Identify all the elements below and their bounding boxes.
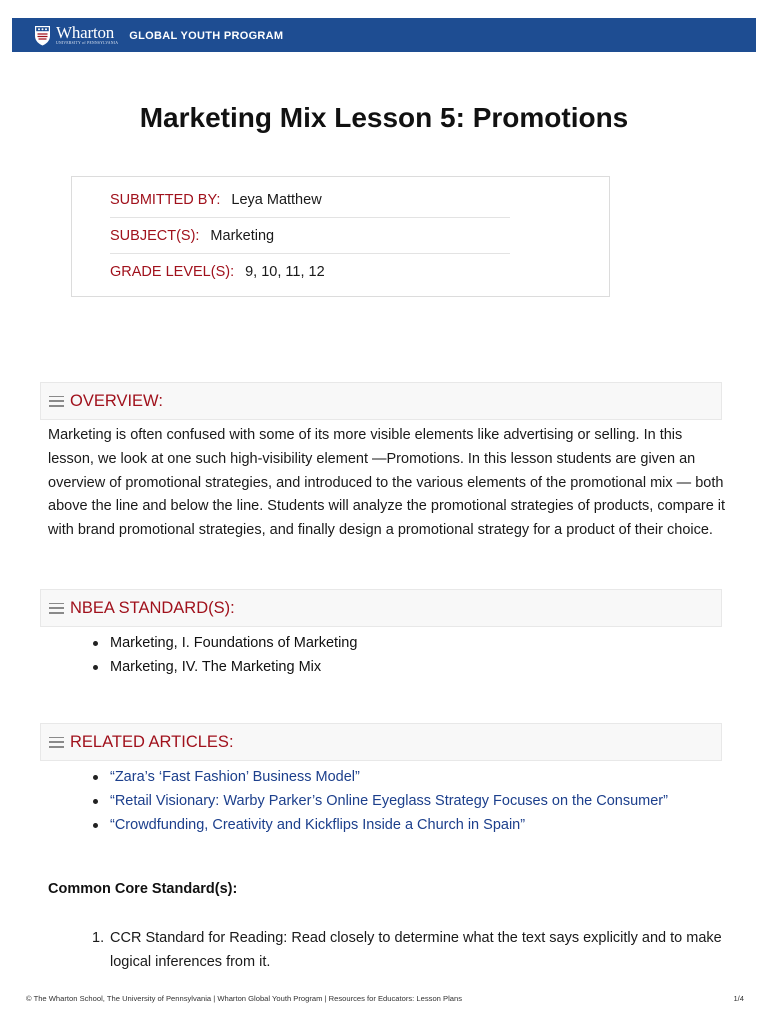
related-heading: RELATED ARTICLES: bbox=[70, 732, 234, 751]
item-number: 1. bbox=[92, 930, 105, 946]
logo-subtext: UNIVERSITY of PENNSYLVANIA bbox=[56, 41, 119, 46]
header-bar bbox=[12, 18, 756, 52]
meta-row-grade bbox=[110, 254, 510, 290]
logo-wordmark: Wharton bbox=[56, 23, 115, 43]
subjects-value: Marketing bbox=[210, 227, 275, 244]
submitted-by-value: Leya Matthew bbox=[231, 191, 322, 208]
item-text: CCR Standard for Reading: Read closely to determine what the text says explicitly and to make logical inferences from it. bbox=[110, 930, 722, 970]
related-articles-list bbox=[110, 765, 668, 837]
common-core-heading: Common Core Standard(s): bbox=[48, 881, 238, 897]
related-section-header[interactable] bbox=[40, 723, 722, 761]
meta-row-submitted bbox=[110, 182, 510, 218]
nbea-heading: NBEA STANDARD(S): bbox=[70, 598, 235, 617]
page-number: 1/4 bbox=[733, 994, 744, 1003]
nbea-section-header[interactable] bbox=[40, 589, 722, 627]
article-link[interactable]: “Crowdfunding, Creativity and Kickflips Inside a Church in Spain” bbox=[110, 813, 668, 837]
overview-heading: OVERVIEW: bbox=[70, 391, 163, 410]
menu-lines-icon bbox=[49, 396, 64, 407]
article-link[interactable]: “Zara’s ‘Fast Fashion’ Business Model” bbox=[110, 765, 668, 789]
grade-level-label: GRADE LEVEL(S): bbox=[110, 264, 235, 280]
grade-level-value: 9, 10, 11, 12 bbox=[245, 264, 325, 280]
article-link[interactable]: “Retail Visionary: Warby Parker’s Online Eyeglass Strategy Focuses on the Consumer” bbox=[110, 789, 668, 813]
penn-shield-icon bbox=[34, 25, 51, 46]
subjects-label: SUBJECT(S): bbox=[110, 227, 200, 244]
page-title: Marketing Mix Lesson 5: Promotions bbox=[139, 102, 629, 133]
submitted-by-label: SUBMITTED BY: bbox=[110, 191, 221, 208]
wharton-logo[interactable] bbox=[34, 24, 118, 46]
list-item: Marketing, I. Foundations of Marketing bbox=[110, 631, 357, 655]
nbea-standards-list bbox=[110, 631, 357, 679]
list-item: Marketing, IV. The Marketing Mix bbox=[110, 655, 357, 679]
common-core-item bbox=[92, 926, 730, 974]
menu-lines-icon bbox=[49, 603, 64, 614]
lesson-meta-box bbox=[71, 176, 610, 297]
program-name: GLOBAL YOUTH PROGRAM bbox=[129, 30, 284, 42]
overview-section-header[interactable] bbox=[40, 382, 722, 420]
page-footer bbox=[26, 994, 744, 1003]
footer-text: © The Wharton School, The University of Pennsylvania | Wharton Global Youth Program | Resources for Educators: Lesson Plans bbox=[26, 994, 462, 1003]
meta-row-subjects bbox=[110, 218, 510, 254]
overview-text: Marketing is often confused with some of its more visible elements like advertising or selling. In this lesson, we look at one such high-visibility element —Promotions. In this lesson students are given an overview of promotional strategies, and introduced to the various elements of the promotional mix — both above the line and below the line. Students will analyze the promotional strategies of products, compare it with brand promotional strategies, and finally design a promotional strategy for a product of their choice. bbox=[48, 427, 726, 539]
menu-lines-icon bbox=[49, 737, 64, 748]
